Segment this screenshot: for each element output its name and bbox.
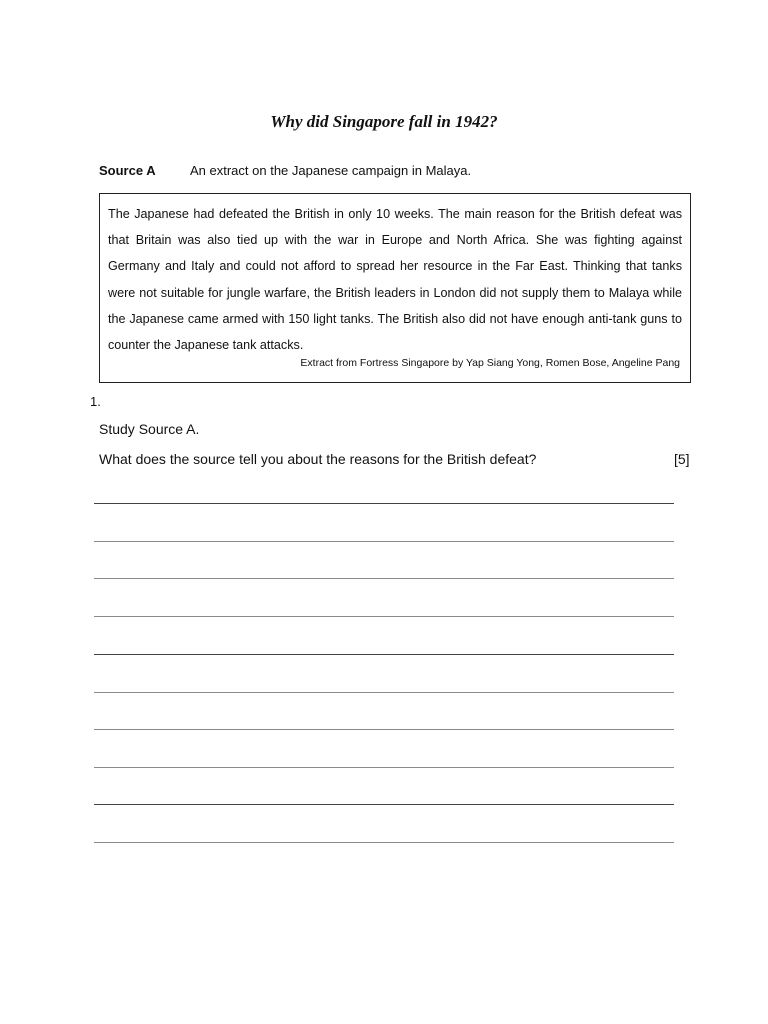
answer-line[interactable]: [94, 616, 674, 617]
source-box: [99, 193, 691, 383]
answer-line[interactable]: [94, 541, 674, 542]
answer-line[interactable]: [94, 767, 674, 768]
answer-line[interactable]: [94, 654, 674, 655]
answer-line[interactable]: [94, 503, 674, 504]
answer-line[interactable]: [94, 729, 674, 730]
question-instruction: Study Source A.: [99, 421, 200, 437]
answer-line[interactable]: [94, 578, 674, 579]
source-label: Source A: [99, 163, 156, 178]
source-citation: Extract from Fortress Singapore by Yap Siang Yong, Romen Bose, Angeline Pang: [300, 357, 680, 369]
question-marks: [5]: [674, 451, 690, 467]
source-extract-text: The Japanese had defeated the British in only 10 weeks. The main reason for the British defeat was that Britain was also tied up with the war in Europe and North Africa. She was fighting against Germany and Italy and could not afford to spread her resource in the Far East. Thinking that tanks were not suitable for jungle warfare, the British leaders in London did not supply them to Malaya while the Japanese came armed with 150 light tanks. The British also did not have enough anti-tank guns to counter the Japanese tank attacks.: [108, 207, 682, 353]
source-description: An extract on the Japanese campaign in Malaya.: [190, 163, 472, 178]
question-number: 1.: [90, 394, 101, 409]
answer-line[interactable]: [94, 842, 674, 843]
page-title: Why did Singapore fall in 1942?: [270, 112, 498, 131]
question-text: What does the source tell you about the reasons for the British defeat?: [99, 451, 537, 467]
answer-line[interactable]: [94, 692, 674, 693]
answer-line[interactable]: [94, 804, 674, 805]
